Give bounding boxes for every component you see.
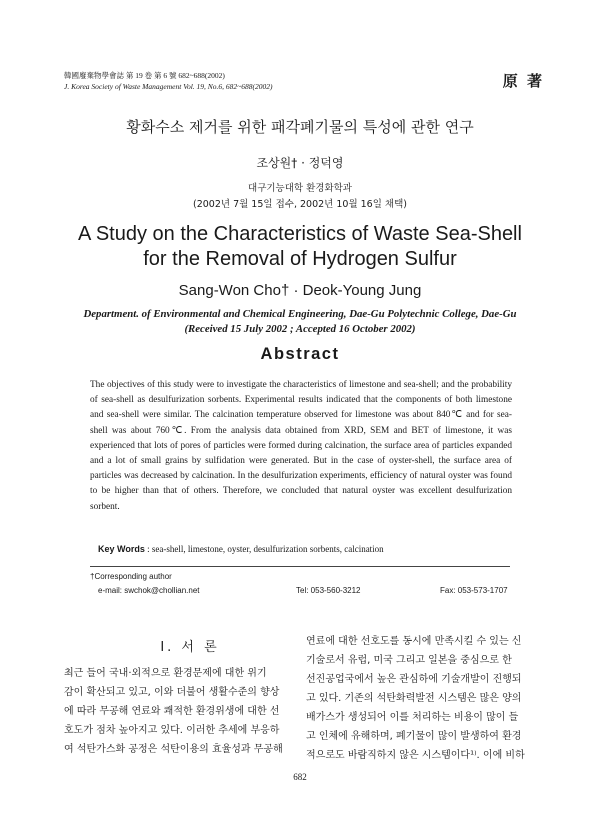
keywords-label: Key Words bbox=[98, 544, 145, 554]
journal-name-english: J. Korea Society of Waste Management Vol. 19, No.6, 682~688(2002) bbox=[64, 82, 273, 91]
department-line: Department. of Environmental and Chemical Engineering, Dae-Gu Polytechnic College, Dae-Gu bbox=[83, 308, 517, 320]
footnote-divider bbox=[90, 566, 510, 567]
english-department bbox=[0, 307, 600, 337]
journal-name-korean: 韓國廢棄物學會誌 第 19 卷 第 6 號 682~688(2002) bbox=[64, 71, 225, 80]
korean-title: 황화수소 제거를 위한 패각폐기물의 특성에 관한 연구 bbox=[126, 118, 474, 136]
article-type-label: 原 著 bbox=[502, 72, 544, 90]
body-line: 연료에 대한 선호도를 동시에 만족시킬 수 있는 신 bbox=[306, 636, 522, 647]
english-title-line-2: for the Removal of Hydrogen Sulfur bbox=[143, 248, 457, 270]
english-title bbox=[0, 222, 600, 272]
abstract-body: The objectives of this study were to investigate the characteristics of limestone and sea-shell; and the probability of sea-shell as desulfurization sorbents. Experimental results indicated that the components of both limestone and sea-shell were similar. The calcination temperature observed for limestone was about 840℃ and for sea-shell was about 760℃. From the analysis data obtained from XRD, SEM and BET of limestone, it was experienced that lots of pores of particles were formed during calcination, the surface area of particles expanded and a lot of small grains by sulfidation were generated. But in the case of oyster-shell, the surface area of particles was decreased by calcination. In the desulfurization experiments, efficiency of natural oyster was found to be higher than that of others. Therefore, we concluded that natural oyster was excellent desulfurization sorbent. bbox=[90, 380, 512, 512]
english-dates: (Received 15 July 2002 ; Accepted 16 October 2002) bbox=[184, 323, 416, 335]
body-line: 적으로도 바람직하지 않은 시스템이다¹⁾. 이에 비하 bbox=[306, 750, 525, 761]
body-line: 배가스가 생성되어 이를 처리하는 비용이 많이 들 bbox=[306, 712, 519, 723]
keywords bbox=[98, 544, 384, 554]
body-left-column bbox=[64, 664, 300, 759]
abstract-heading: Abstract bbox=[260, 345, 340, 363]
body-line: 감이 확산되고 있고, 이와 더불어 생활수준의 향상 bbox=[64, 687, 280, 698]
body-line: 고 있다. 기존의 석탄화력발전 시스템은 많은 양의 bbox=[306, 693, 522, 704]
page-number: 682 bbox=[293, 772, 307, 782]
body-right-column bbox=[306, 632, 546, 765]
body-line: 선진공업국에서 높은 관심하에 기술개발이 진행되 bbox=[306, 674, 522, 685]
body-line: 고 인체에 유해하며, 폐기물이 많이 발생하여 환경 bbox=[306, 731, 522, 742]
journal-header bbox=[64, 70, 272, 92]
body-line: 최근 들어 국내·외적으로 환경문제에 대한 위기 bbox=[64, 668, 267, 679]
section-heading-introduction: Ⅰ. 서 론 bbox=[160, 640, 220, 655]
author-email: e-mail: swchok@chollian.net bbox=[98, 586, 200, 595]
corresponding-author-note: †Corresponding author bbox=[90, 572, 172, 581]
author-telephone: Tel: 053-560-3212 bbox=[296, 586, 361, 595]
korean-authors: 조상원† · 정덕영 bbox=[256, 156, 344, 170]
english-title-line-1: A Study on the Characteristics of Waste Sea-Shell bbox=[78, 223, 522, 245]
korean-affiliation: 대구기능대학 환경화학과 bbox=[248, 183, 352, 194]
body-line: 에 따라 무공해 연료와 쾌적한 환경위생에 대한 선 bbox=[64, 706, 280, 717]
english-authors: Sang-Won Cho† · Deok-Young Jung bbox=[178, 282, 422, 299]
keywords-list: : sea-shell, limestone, oyster, desulfurization sorbents, calcination bbox=[147, 544, 384, 554]
author-fax: Fax: 053-573-1707 bbox=[440, 586, 508, 595]
body-line: 여 석탄가스화 공정은 석탄이용의 효율성과 무공해 bbox=[64, 744, 283, 755]
korean-dates: (2002년 7월 15일 접수, 2002년 10월 16일 채택) bbox=[192, 199, 407, 210]
body-line: 호도가 점차 높아지고 있다. 이러한 추세에 부응하 bbox=[64, 725, 280, 736]
body-line: 기술로서 유럽, 미국 그리고 일본을 중심으로 한 bbox=[306, 655, 512, 666]
